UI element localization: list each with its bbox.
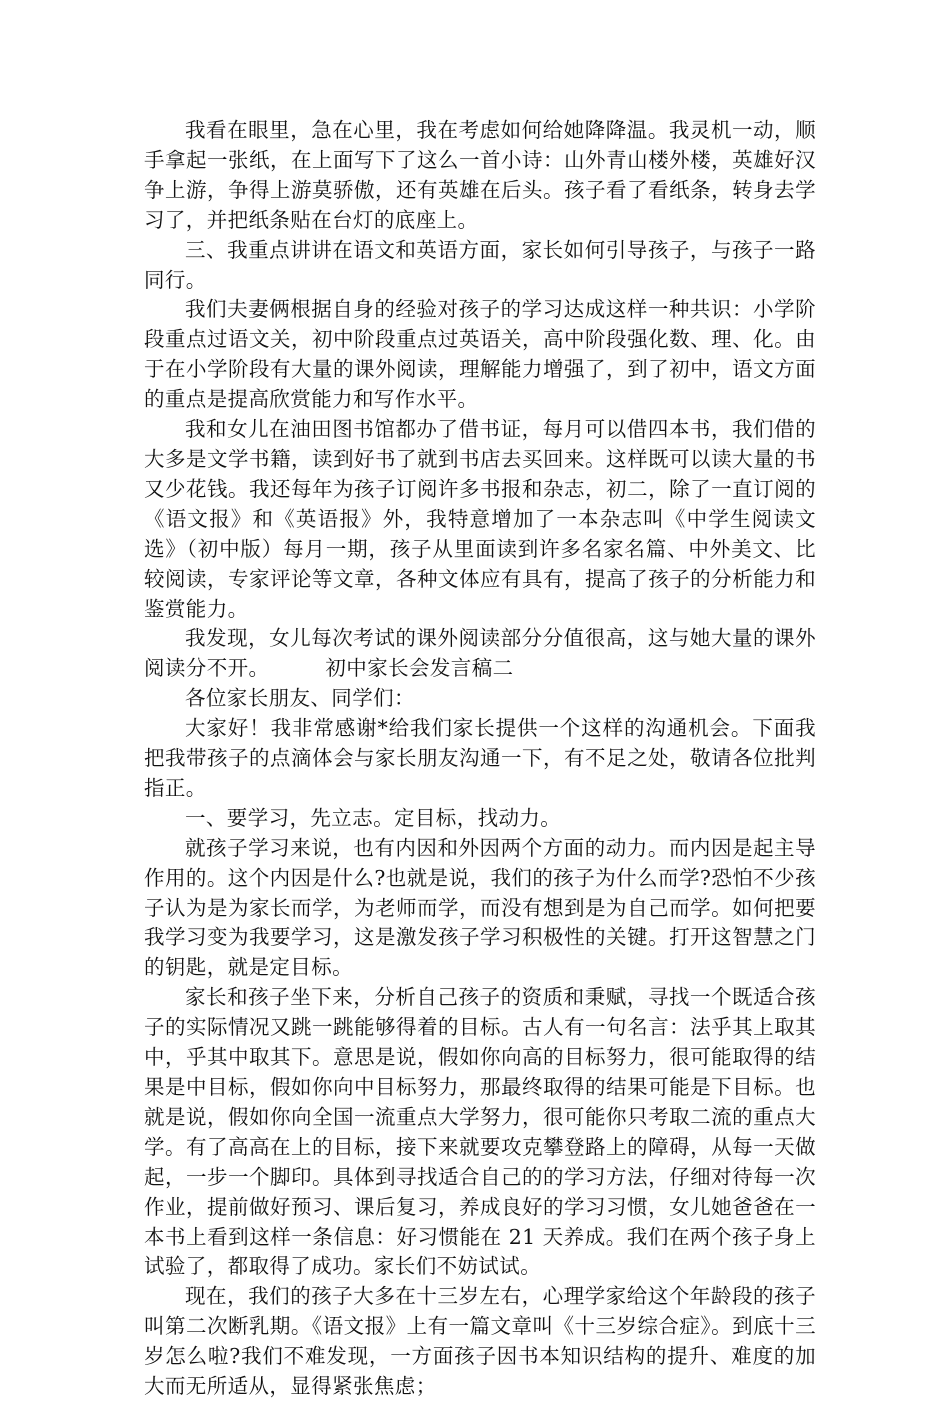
paragraph-5 (144, 624, 816, 684)
paragraph-10: 家长和孩子坐下来，分析自己孩子的资质和秉赋，寻找一个既适合孩子的实际情况又跳一跳能够得着的目标。古人有一句名言：法乎其上取其中，乎其中取其下。意思是说，假如你向高的目标努力，很可能取得的结果是中目标，假如你向中目标努力，那最终取得的结果可能是下目标。也就是说，假如你向全国一流重点大学努力，很可能你只考取二流的重点大学。有了高高在上的目标，接下来就要攻克攀登路上的障碍，从每一天做起，一步一个脚印。具体到寻找适合自己的的学习方法，仔细对待每一次作业，提前做好预习、课后复习，养成良好的学习习惯，女儿她爸爸在一本书上看到这样一条信息：好习惯能在 21 天养成。我们在两个孩子身上试验了，都取得了成功。家长们不妨试试。 (144, 985, 816, 1279)
paragraph-7: 大家好！我非常感谢*给我们家长提供一个这样的沟通机会。下面我把我带孩子的点滴体会与家长朋友沟通一下，有不足之处，敬请各位批判指正。 (144, 716, 816, 800)
paragraph-1: 我看在眼里，急在心里，我在考虑如何给她降降温。我灵机一动，顺手拿起一张纸，在上面写下了这么一首小诗：山外青山楼外楼，英雄好汉争上游，争得上游莫骄傲，还有英雄在后头。孩子看了看纸条，转身去学习了，并把纸条贴在台灯的底座上。 (144, 118, 816, 232)
paragraph-11: 现在，我们的孩子大多在十三岁左右，心理学家给这个年龄段的孩子叫第二次断乳期。《语文报》上有一篇文章叫《十三岁综合症》。到底十三岁怎么啦?我们不难发现，一方面孩子因书本知识结构的提升、难度的加大而无所适从，显得紧张焦虑； (144, 1284, 816, 1399)
section-heading: 初中家长会发言稿二 (325, 656, 514, 681)
paragraph-3: 我们夫妻俩根据自身的经验对孩子的学习达成这样一种共识：小学阶段重点过语文关，初中阶段重点过英语关，高中阶段强化数、理、化。由于在小学阶段有大量的课外阅读，理解能力增强了，到了初中，语文方面的重点是提高欣赏能力和写作水平。 (144, 297, 816, 412)
paragraph-8: 一、要学习，先立志。定目标，找动力。 (185, 805, 562, 830)
paragraph-2: 三、我重点讲讲在语文和英语方面，家长如何引导孩子，与孩子一路同行。 (144, 237, 816, 292)
paragraph-4: 我和女儿在油田图书馆都办了借书证，每月可以借四本书，我们借的大多是文学书籍，读到好书了就到书店去买回来。这样既可以读大量的书又少花钱。我还每年为孩子订阅许多书报和杂志，初二，除了一直订阅的《语文报》和《英语报》外，我特意增加了一本杂志叫《中学生阅读文选》（初中版）每月一期，孩子从里面读到许多名家名篇、中外美文、比较阅读，专家评论等文章，各种文体应有具有，提高了孩子的分析能力和鉴赏能力。 (144, 417, 816, 621)
document-body (144, 116, 816, 1402)
paragraph-9: 就孩子学习来说，也有内因和外因两个方面的动力。而内因是起主导作用的。这个内因是什么?也就是说，我们的孩子为什么而学?恐怕不少孩子认为是为家长而学，为老师而学，而没有想到是为自己而学。如何把要我学习变为我要学习，这是激发孩子学习积极性的关键。打开这智慧之门的钥匙，就是定目标。 (144, 835, 816, 980)
paragraph-5-text: 我发现，女儿每次考试的课外阅读部分分值很高，这与她大量的课外阅读分不开。 (144, 626, 816, 681)
paragraph-6: 各位家长朋友、同学们： (185, 686, 415, 711)
